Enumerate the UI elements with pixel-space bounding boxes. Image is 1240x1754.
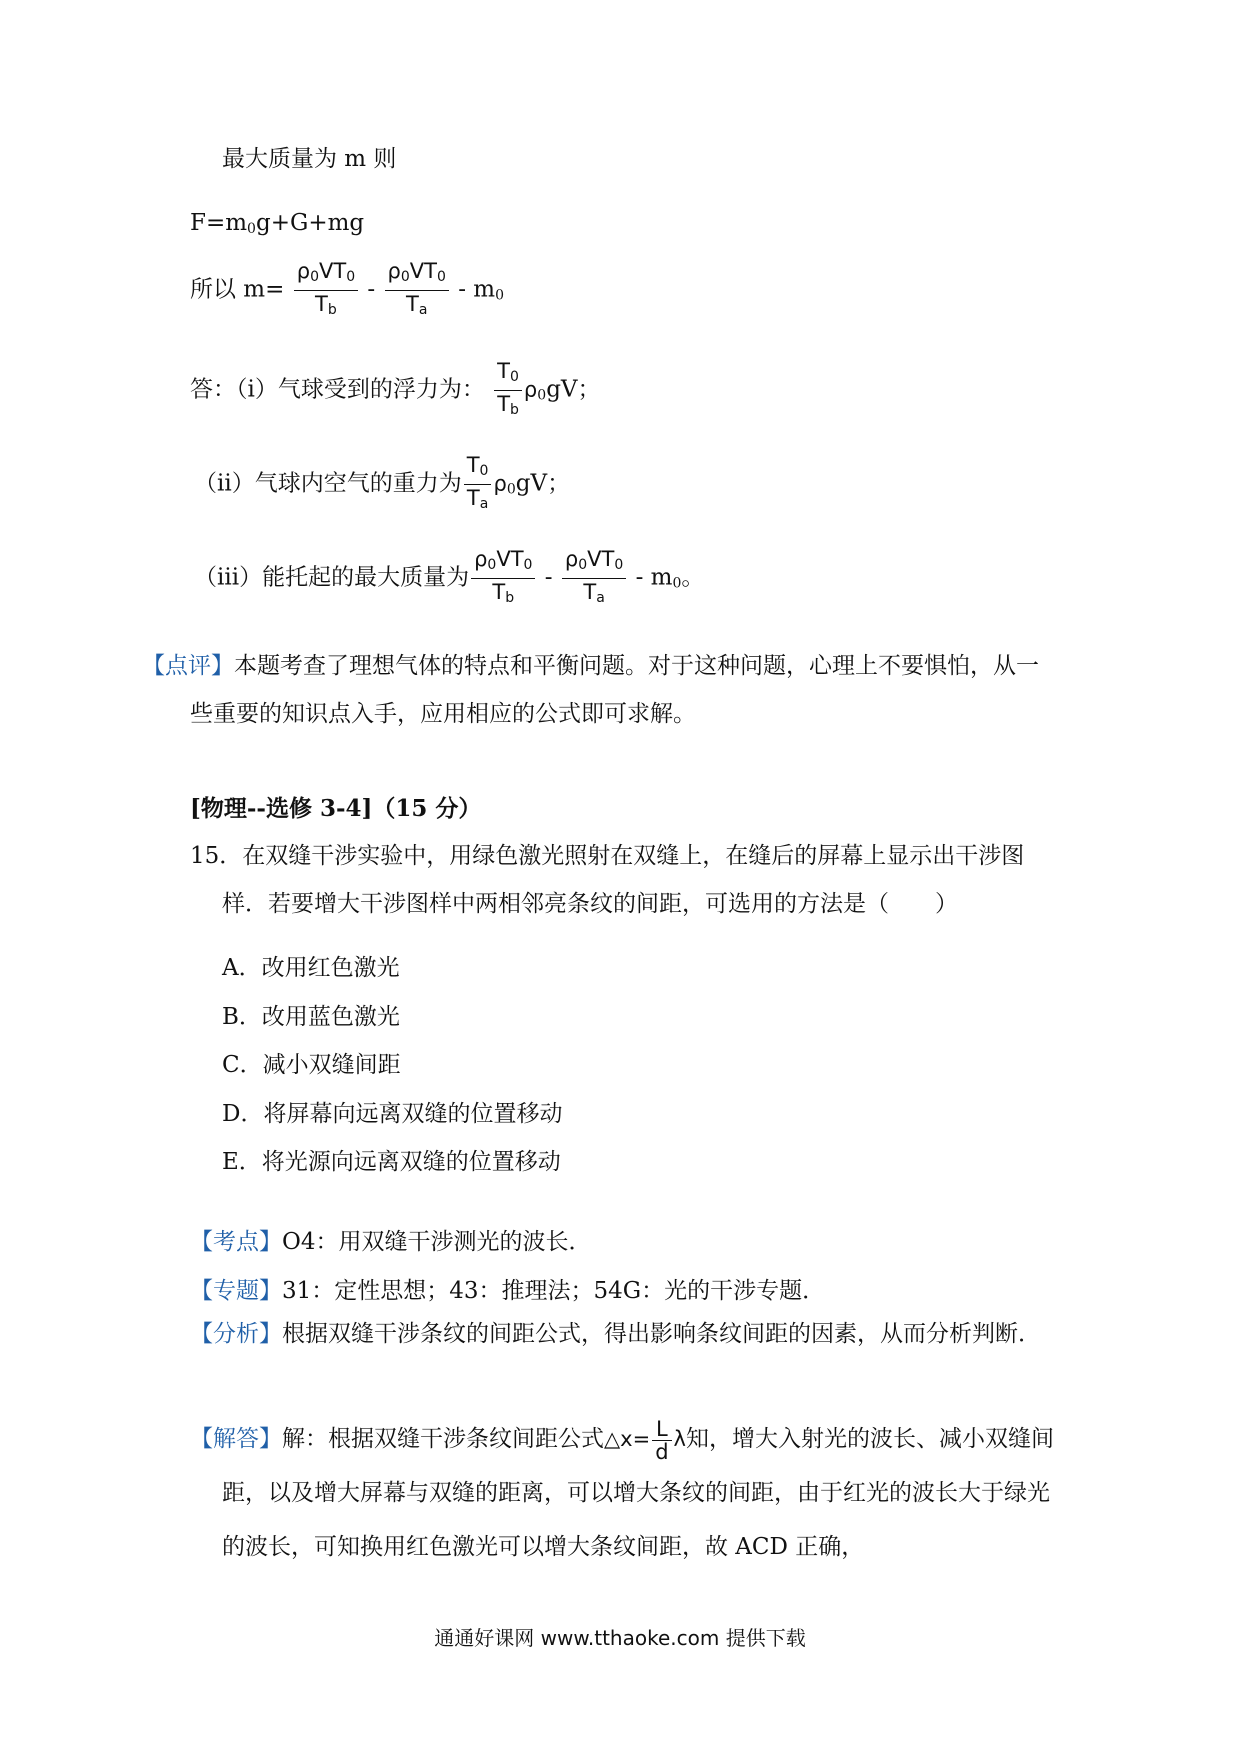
kaodian-tag: 【考点】 [190, 1229, 282, 1255]
fraction-numerator: $T_0$ [464, 452, 492, 485]
option-d: D．将屏幕向远离双缝的位置移动 [222, 1100, 563, 1127]
fenxi-text: 根据双缝干涉条纹的间距公式，得出影响条纹间距的因素，从而分析判断． [282, 1321, 1041, 1347]
fraction-denominator: $T_a$ [466, 486, 489, 512]
jieda-paragraph [142, 1412, 1070, 1574]
fraction-l-d [652, 1418, 671, 1463]
eq-text: 所以 m= [190, 276, 285, 303]
rho-symbol: ρ [523, 377, 538, 402]
fraction-denominator: $T_a$ [583, 580, 605, 606]
zhuanti-text: 31：定性思想；43：推理法；54G：光的干涉专题． [282, 1278, 826, 1304]
rho-sub: 0 [506, 481, 516, 498]
fraction-numerator: $\rho_0VT_0$ [294, 258, 358, 291]
fraction-numerator: $\rho_0VT_0$ [471, 546, 535, 579]
answer-text: gV； [546, 376, 601, 403]
fraction-a [385, 258, 449, 323]
answer-text: （ii）气球内空气的重力为 [194, 470, 462, 497]
option-a: A．改用红色激光 [222, 955, 400, 981]
eq-sub: 0 [672, 575, 682, 592]
eq-text: - m [458, 276, 496, 303]
eq-text: 。 [681, 564, 705, 591]
jieda-text: 解：根据双缝干涉条纹间距公式 [282, 1426, 604, 1452]
options-list [222, 944, 562, 1187]
fenxi-paragraph [142, 1310, 1070, 1358]
comment-paragraph [142, 642, 1060, 738]
fraction-denominator: d [655, 1439, 669, 1464]
fraction-numerator: $\rho_0VT_0$ [385, 258, 449, 291]
jieda-text: 知，增大入射光的波长、减小双缝间距，以及增大屏幕与双缝的距离，可以增大条纹的间距，由于红光的波长大于绿光的波长，可知换用红色激光可以增大条纹间距，故 ACD 正确， [222, 1426, 1054, 1560]
question-text: 在双缝干涉实验中，用绿色激光照射在双缝上，在缝后的屏幕上显示出干涉图样．若要增大干涉图样中两相邻亮条纹的间距，可选用的方法是（ ） [222, 843, 1025, 917]
kaodian-text: O4：用双缝干涉测光的波长． [282, 1229, 592, 1255]
jieda-tag: 【解答】 [190, 1426, 282, 1452]
fraction-t0-tb [494, 358, 522, 423]
fraction-denominator: $T_b$ [315, 292, 337, 318]
zhuanti-tag: 【专题】 [190, 1278, 282, 1304]
fraction-b [471, 546, 535, 611]
minus-sign: - [544, 564, 553, 591]
section-heading: [物理--选修 3-4]（15 分） [190, 795, 482, 822]
comment-tag: 【点评】 [142, 653, 234, 679]
fraction-denominator: $T_b$ [492, 580, 515, 606]
option-c: C．减小双缝间距 [222, 1052, 401, 1078]
eq-text: F=m [190, 210, 248, 236]
fraction-b [294, 258, 358, 323]
equation-force [190, 210, 364, 237]
eq-text: - m [635, 564, 673, 591]
page-footer: 通通好课网 www.tthaoke.com 提供下载 [434, 1626, 806, 1650]
fraction-numerator: L [652, 1418, 671, 1441]
fraction-a [562, 546, 626, 611]
minus-sign: - [367, 276, 376, 303]
fraction-t0-ta [464, 452, 492, 517]
answer-text: 答：（i）气球受到的浮力为： [190, 376, 485, 403]
lambda-symbol: λ [673, 1427, 686, 1451]
fraction-denominator: $T_b$ [497, 392, 519, 418]
comment-text: 本题考查了理想气体的特点和平衡问题。对于这种问题，心理上不要惧怕，从一些重要的知识点入手，应用相应的公式即可求解。 [190, 653, 1039, 727]
option-b: B．改用蓝色激光 [222, 1003, 400, 1030]
eq-sub: 0 [495, 287, 505, 304]
kaodian-line [190, 1223, 592, 1256]
zhuanti-line [190, 1272, 825, 1305]
fenxi-tag: 【分析】 [190, 1321, 282, 1347]
eq-sub: 0 [247, 221, 256, 237]
answer-text: （iii）能托起的最大质量为 [194, 564, 470, 591]
answer-ii [194, 452, 570, 517]
fraction-numerator: $T_0$ [494, 358, 522, 391]
question-stem [142, 832, 1062, 928]
answer-text: gV； [515, 470, 571, 497]
delta-x: △x= [604, 1427, 651, 1451]
question-number: 15． [190, 843, 243, 869]
answer-i [190, 358, 601, 423]
rho-symbol: ρ [493, 471, 507, 496]
answer-iii [194, 546, 704, 611]
text-line: 最大质量为 m 则 [222, 146, 397, 172]
option-e: E．将光源向远离双缝的位置移动 [222, 1149, 561, 1175]
equation-mass [190, 258, 504, 323]
rho-sub: 0 [537, 387, 547, 404]
fraction-denominator: $T_a$ [406, 292, 428, 318]
eq-text: g+G+mg [255, 210, 365, 236]
fraction-numerator: $\rho_0VT_0$ [562, 546, 626, 579]
